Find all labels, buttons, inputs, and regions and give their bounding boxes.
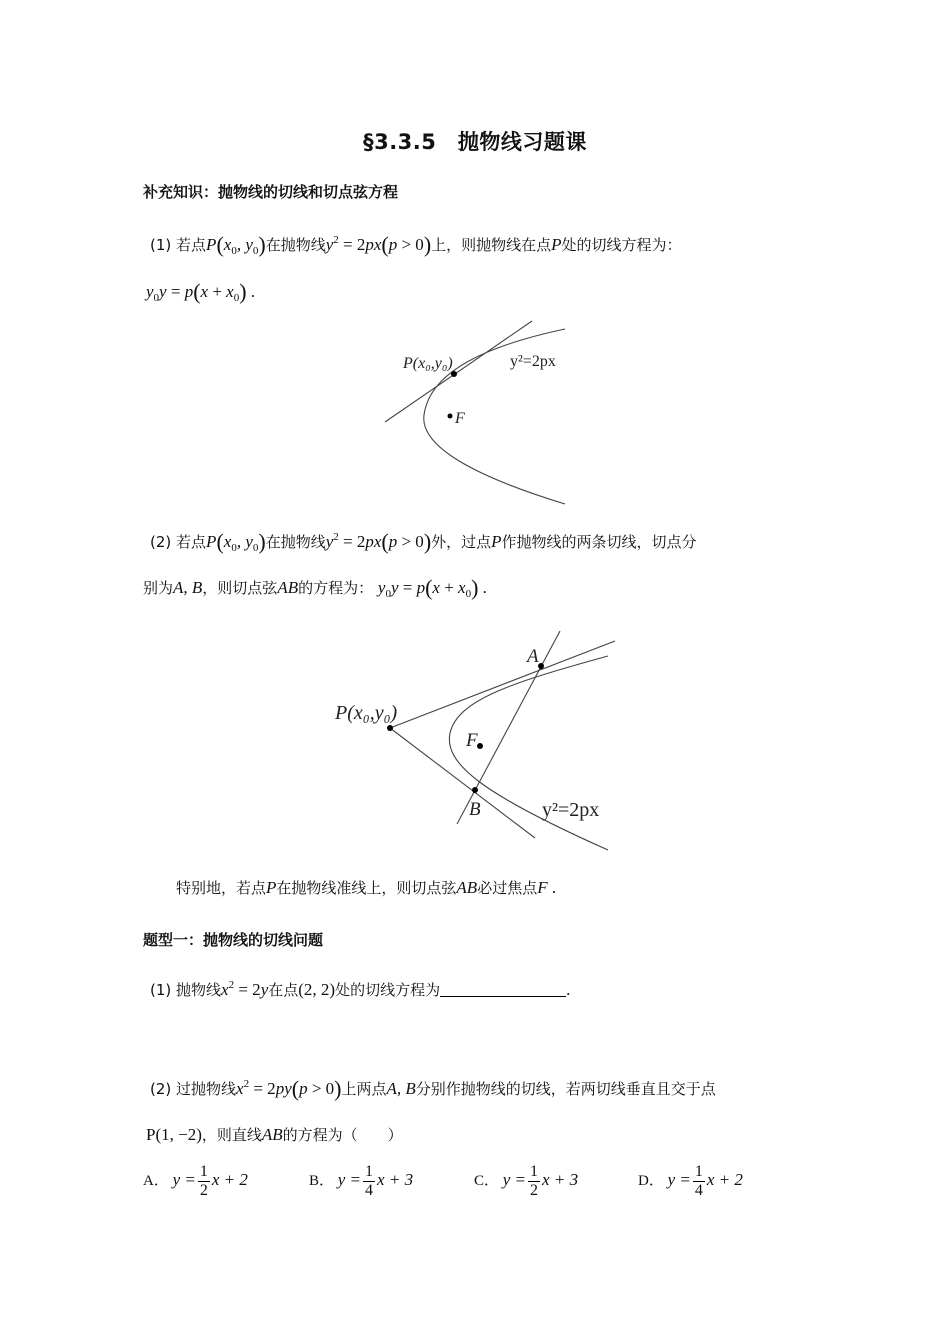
option-c[interactable]: C． y = $\frac{1}{2}$ x + 3: [474, 1163, 579, 1199]
option-d[interactable]: D． y = $\frac{1}{4}$ x + 2: [638, 1163, 743, 1199]
item-label: (1): [150, 236, 172, 254]
point-p-label: P(x₀,y₀): [403, 355, 453, 372]
supplement-item-2-cont: 别为A, B，则切点弦AB的方程为： $y_0y = p(x + x_0)$ .: [143, 575, 487, 600]
page-title: §3.3.5 抛物线习题课: [363, 130, 587, 154]
point-p-label: P(x₀,y₀): [335, 702, 398, 724]
point-p: [387, 725, 393, 731]
focus-label: F: [466, 730, 478, 751]
curve-label: y²=2px: [542, 799, 600, 821]
point-a: [538, 663, 544, 669]
section-heading: 题型一：抛物线的切线问题: [143, 931, 324, 949]
focus-point: [477, 743, 483, 749]
curve-label: y²=2px: [510, 353, 556, 370]
special-note: 特别地，若点P在抛物线准线上，则切点弦AB必过焦点F .: [176, 878, 557, 897]
point-b-label: B: [469, 799, 481, 820]
chord-line: [457, 631, 560, 824]
option-a[interactable]: A． y = $\frac{1}{2}$ x + 2: [143, 1163, 248, 1199]
focus-label: F: [455, 410, 465, 427]
chord-figure: [330, 628, 625, 856]
question-2-cont: P(1, −2)，则直线AB的方程为（ ）: [146, 1125, 403, 1144]
tangent-line-a: [390, 641, 615, 728]
answer-blank[interactable]: [440, 982, 566, 997]
tangent-equation-1: $y_0y = p(x + x_0)$ .: [146, 279, 256, 304]
question-1: (1) 抛物线$x^2 = 2y$在点(2, 2)处的切线方程为 .: [150, 979, 571, 999]
point-a-label: A: [527, 646, 539, 667]
option-b[interactable]: B． y = $\frac{1}{4}$ x + 3: [309, 1163, 414, 1199]
question-2: (2) 过抛物线$x^2 = 2py(p > 0)$上两点A, B分别作抛物线的切线，若两切线垂直且交于点: [150, 1076, 716, 1101]
tangent-line-b: [390, 728, 535, 838]
supplement-item-2: (2) 若点$P(x_0$, $y_0$)在抛物线$y^2 = 2px(p > 0)$外，过点P作抛物线的两条切线，切点分: [150, 529, 697, 554]
supplement-heading: 补充知识：抛物线的切线和切点弦方程: [143, 183, 399, 201]
tangent-figure: [380, 315, 580, 510]
supplement-item-1: (1) 若点$P(x_0$, $y_0$)在抛物线$y^2 = 2px(p > 0)$上，则抛物线在点P处的切线方程为：: [150, 232, 682, 257]
point-b: [472, 787, 478, 793]
focus-point: [448, 414, 453, 419]
